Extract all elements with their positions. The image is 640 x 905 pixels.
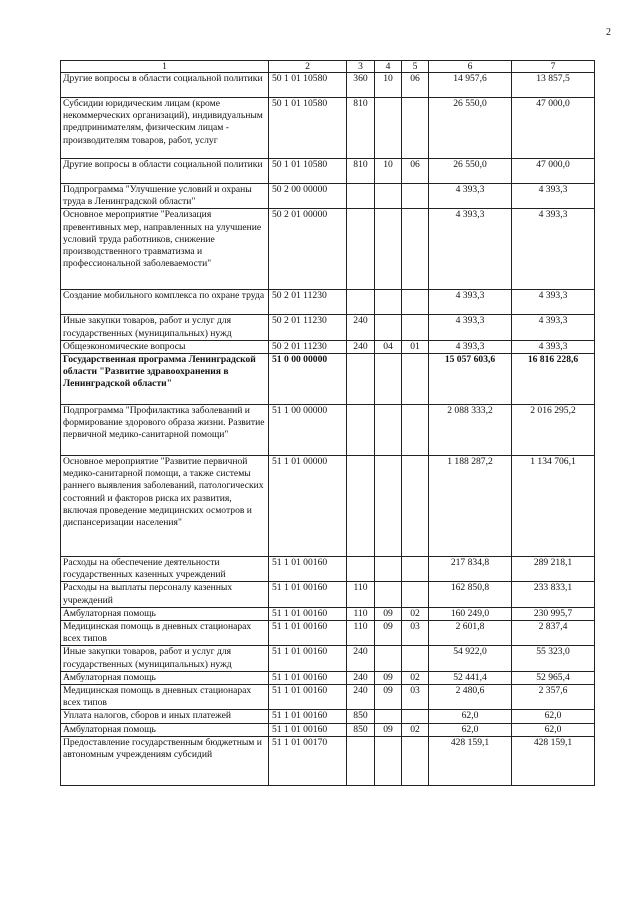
amount-year-1: 15 057 603,6 bbox=[429, 354, 512, 405]
section: 04 bbox=[375, 340, 402, 353]
amount-year-2: 16 816 228,6 bbox=[512, 354, 595, 405]
subsection bbox=[402, 646, 429, 671]
amount-year-2: 47 000,0 bbox=[512, 98, 595, 159]
csr-code: 51 0 00 00000 bbox=[269, 354, 347, 405]
section bbox=[375, 582, 402, 607]
row-name: Другие вопросы в области социальной политики bbox=[61, 73, 269, 98]
expense-type bbox=[347, 736, 375, 785]
expense-type bbox=[347, 405, 375, 456]
expense-type: 240 bbox=[347, 340, 375, 353]
csr-code: 51 1 01 00160 bbox=[269, 646, 347, 671]
amount-year-1: 26 550,0 bbox=[429, 98, 512, 159]
expense-type: 240 bbox=[347, 671, 375, 684]
section: 09 bbox=[375, 621, 402, 646]
section bbox=[375, 736, 402, 785]
subsection bbox=[402, 315, 429, 340]
amount-year-2: 2 016 295,2 bbox=[512, 405, 595, 456]
subsection bbox=[402, 405, 429, 456]
amount-year-2: 13 857,5 bbox=[512, 73, 595, 98]
amount-year-2: 4 393,3 bbox=[512, 209, 595, 290]
row-name: Иные закупки товаров, работ и услуг для государственных (муниципальных) нужд bbox=[61, 315, 269, 340]
csr-code: 50 1 01 10580 bbox=[269, 98, 347, 159]
amount-year-1: 62,0 bbox=[429, 723, 512, 736]
row-name: Амбулаторная помощь bbox=[61, 671, 269, 684]
amount-year-2: 4 393,3 bbox=[512, 340, 595, 353]
column-header: 7 bbox=[512, 61, 595, 73]
row-name: Создание мобильного комплекса по охране труда bbox=[61, 290, 269, 315]
page-number: 2 bbox=[606, 27, 611, 38]
section bbox=[375, 98, 402, 159]
row-name: Уплата налогов, сборов и иных платежей bbox=[61, 710, 269, 723]
csr-code: 51 1 01 00160 bbox=[269, 621, 347, 646]
table-row bbox=[61, 723, 595, 736]
subsection bbox=[402, 98, 429, 159]
table-row bbox=[61, 184, 595, 209]
subsection: 03 bbox=[402, 685, 429, 710]
row-name: Амбулаторная помощь bbox=[61, 607, 269, 620]
expense-type: 850 bbox=[347, 723, 375, 736]
expense-type bbox=[347, 557, 375, 582]
table-row bbox=[61, 456, 595, 557]
amount-year-1: 54 922,0 bbox=[429, 646, 512, 671]
table-row bbox=[61, 582, 595, 607]
amount-year-2: 4 393,3 bbox=[512, 290, 595, 315]
amount-year-1: 2 088 333,2 bbox=[429, 405, 512, 456]
row-name: Общеэкономические вопросы bbox=[61, 340, 269, 353]
section: 09 bbox=[375, 607, 402, 620]
subsection bbox=[402, 456, 429, 557]
subsection: 06 bbox=[402, 159, 429, 184]
table-row bbox=[61, 354, 595, 405]
subsection bbox=[402, 354, 429, 405]
expense-type: 850 bbox=[347, 710, 375, 723]
section bbox=[375, 456, 402, 557]
section bbox=[375, 646, 402, 671]
expense-type bbox=[347, 456, 375, 557]
section: 09 bbox=[375, 671, 402, 684]
section bbox=[375, 405, 402, 456]
table-row bbox=[61, 646, 595, 671]
amount-year-2: 2 357,6 bbox=[512, 685, 595, 710]
amount-year-2: 233 833,1 bbox=[512, 582, 595, 607]
section bbox=[375, 354, 402, 405]
header-row bbox=[61, 61, 595, 73]
amount-year-1: 4 393,3 bbox=[429, 209, 512, 290]
table-row bbox=[61, 710, 595, 723]
column-header: 1 bbox=[61, 61, 269, 73]
amount-year-1: 4 393,3 bbox=[429, 184, 512, 209]
table-row bbox=[61, 315, 595, 340]
subsection: 01 bbox=[402, 340, 429, 353]
amount-year-1: 160 249,0 bbox=[429, 607, 512, 620]
amount-year-1: 4 393,3 bbox=[429, 340, 512, 353]
expense-type bbox=[347, 209, 375, 290]
expense-type: 240 bbox=[347, 315, 375, 340]
amount-year-1: 62,0 bbox=[429, 710, 512, 723]
amount-year-2: 55 323,0 bbox=[512, 646, 595, 671]
csr-code: 51 1 01 00170 bbox=[269, 736, 347, 785]
amount-year-1: 26 550,0 bbox=[429, 159, 512, 184]
expense-type: 110 bbox=[347, 582, 375, 607]
row-name: Иные закупки товаров, работ и услуг для государственных (муниципальных) нужд bbox=[61, 646, 269, 671]
expense-type bbox=[347, 184, 375, 209]
expense-type: 110 bbox=[347, 621, 375, 646]
amount-year-2: 428 159,1 bbox=[512, 736, 595, 785]
table-row bbox=[61, 405, 595, 456]
amount-year-2: 62,0 bbox=[512, 723, 595, 736]
csr-code: 50 2 01 00000 bbox=[269, 209, 347, 290]
subsection: 02 bbox=[402, 607, 429, 620]
column-header: 5 bbox=[402, 61, 429, 73]
expense-type: 110 bbox=[347, 607, 375, 620]
csr-code: 51 1 01 00160 bbox=[269, 710, 347, 723]
table-row bbox=[61, 621, 595, 646]
section bbox=[375, 209, 402, 290]
amount-year-2: 62,0 bbox=[512, 710, 595, 723]
section: 09 bbox=[375, 685, 402, 710]
row-name: Медицинская помощь в дневных стационарах всех типов bbox=[61, 621, 269, 646]
amount-year-1: 428 159,1 bbox=[429, 736, 512, 785]
subsection bbox=[402, 582, 429, 607]
subsection bbox=[402, 184, 429, 209]
row-name: Подпрограмма "Улучшение условий и охраны труда в Ленинградской области" bbox=[61, 184, 269, 209]
section: 10 bbox=[375, 159, 402, 184]
table-row bbox=[61, 671, 595, 684]
row-name: Расходы на обеспечение деятельности государственных казенных учреждений bbox=[61, 557, 269, 582]
table-row bbox=[61, 340, 595, 353]
table-row bbox=[61, 557, 595, 582]
row-name: Подпрограмма "Профилактика заболеваний и формирование здорового образа жизни. Развитие первичной медико-санитарной помощи" bbox=[61, 405, 269, 456]
amount-year-1: 2 480,6 bbox=[429, 685, 512, 710]
row-name: Медицинская помощь в дневных стационарах всех типов bbox=[61, 685, 269, 710]
row-name: Предоставление государственным бюджетным и автономным учреждениям субсидий bbox=[61, 736, 269, 785]
csr-code: 50 2 01 11230 bbox=[269, 340, 347, 353]
csr-code: 50 1 01 10580 bbox=[269, 159, 347, 184]
amount-year-2: 289 218,1 bbox=[512, 557, 595, 582]
csr-code: 51 1 01 00160 bbox=[269, 685, 347, 710]
table-row bbox=[61, 98, 595, 159]
expense-type bbox=[347, 354, 375, 405]
table-row bbox=[61, 159, 595, 184]
expense-type: 240 bbox=[347, 685, 375, 710]
subsection bbox=[402, 736, 429, 785]
table-row bbox=[61, 209, 595, 290]
amount-year-1: 1 188 287,2 bbox=[429, 456, 512, 557]
table-row bbox=[61, 736, 595, 785]
row-name: Расходы на выплаты персоналу казенных учреждений bbox=[61, 582, 269, 607]
section: 09 bbox=[375, 723, 402, 736]
amount-year-2: 230 995,7 bbox=[512, 607, 595, 620]
subsection bbox=[402, 710, 429, 723]
amount-year-1: 162 850,8 bbox=[429, 582, 512, 607]
expense-type bbox=[347, 290, 375, 315]
subsection: 02 bbox=[402, 671, 429, 684]
column-header: 2 bbox=[269, 61, 347, 73]
section bbox=[375, 290, 402, 315]
subsection: 03 bbox=[402, 621, 429, 646]
column-header: 6 bbox=[429, 61, 512, 73]
amount-year-2: 2 837,4 bbox=[512, 621, 595, 646]
section: 10 bbox=[375, 73, 402, 98]
csr-code: 51 1 01 00000 bbox=[269, 456, 347, 557]
amount-year-1: 217 834,8 bbox=[429, 557, 512, 582]
expense-type: 360 bbox=[347, 73, 375, 98]
amount-year-2: 47 000,0 bbox=[512, 159, 595, 184]
amount-year-1: 4 393,3 bbox=[429, 315, 512, 340]
expense-type: 240 bbox=[347, 646, 375, 671]
subsection bbox=[402, 557, 429, 582]
csr-code: 51 1 01 00160 bbox=[269, 582, 347, 607]
subsection: 02 bbox=[402, 723, 429, 736]
section bbox=[375, 315, 402, 340]
subsection: 06 bbox=[402, 73, 429, 98]
section bbox=[375, 710, 402, 723]
table-row bbox=[61, 607, 595, 620]
amount-year-2: 4 393,3 bbox=[512, 184, 595, 209]
section bbox=[375, 557, 402, 582]
row-name: Основное мероприятие "Развитие первичной медико-санитарной помощи, а также системы раннего выявления заболеваний, патологических состояний и факторов риска их развития, включая проведение медицинских осмотров и диспансеризации населения" bbox=[61, 456, 269, 557]
subsection bbox=[402, 290, 429, 315]
subsection bbox=[402, 209, 429, 290]
amount-year-1: 4 393,3 bbox=[429, 290, 512, 315]
expense-type: 810 bbox=[347, 159, 375, 184]
section bbox=[375, 184, 402, 209]
csr-code: 50 1 01 10580 bbox=[269, 73, 347, 98]
column-header: 4 bbox=[375, 61, 402, 73]
csr-code: 51 1 01 00160 bbox=[269, 671, 347, 684]
csr-code: 51 1 01 00160 bbox=[269, 607, 347, 620]
csr-code: 51 1 00 00000 bbox=[269, 405, 347, 456]
csr-code: 51 1 01 00160 bbox=[269, 557, 347, 582]
csr-code: 50 2 00 00000 bbox=[269, 184, 347, 209]
table-row bbox=[61, 685, 595, 710]
table-row bbox=[61, 73, 595, 98]
column-header: 3 bbox=[347, 61, 375, 73]
amount-year-2: 1 134 706,1 bbox=[512, 456, 595, 557]
row-name: Государственная программа Ленинградской области "Развитие здравоохранения в Ленинградской области" bbox=[61, 354, 269, 405]
table-row bbox=[61, 290, 595, 315]
amount-year-2: 52 965,4 bbox=[512, 671, 595, 684]
amount-year-1: 2 601,8 bbox=[429, 621, 512, 646]
row-name: Другие вопросы в области социальной политики bbox=[61, 159, 269, 184]
csr-code: 50 2 01 11230 bbox=[269, 315, 347, 340]
csr-code: 50 2 01 11230 bbox=[269, 290, 347, 315]
budget-table bbox=[60, 60, 595, 786]
expense-type: 810 bbox=[347, 98, 375, 159]
csr-code: 51 1 01 00160 bbox=[269, 723, 347, 736]
amount-year-2: 4 393,3 bbox=[512, 315, 595, 340]
row-name: Субсидии юридическим лицам (кроме некоммерческих организаций), индивидуальным предпринимателям, физическим лицам - производителям товаров, работ, услуг bbox=[61, 98, 269, 159]
row-name: Основное мероприятие "Реализация превентивных мер, направленных на улучшение условий труда работников, снижение производственного травматизма и профессиональной заболеваемости" bbox=[61, 209, 269, 290]
row-name: Амбулаторная помощь bbox=[61, 723, 269, 736]
amount-year-1: 14 957,6 bbox=[429, 73, 512, 98]
amount-year-1: 52 441,4 bbox=[429, 671, 512, 684]
